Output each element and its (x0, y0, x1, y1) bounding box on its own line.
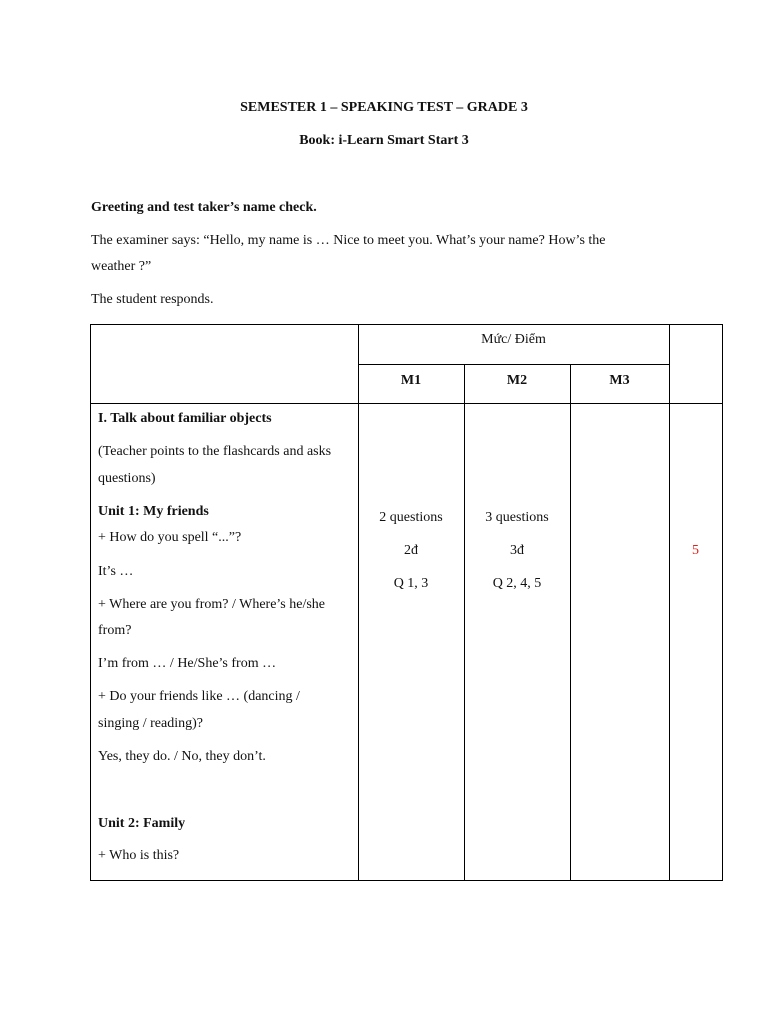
column-header-m1: M1 (400, 373, 422, 388)
m1-questions: 2 questions (379, 510, 443, 525)
column-header-m2: M2 (506, 373, 528, 388)
unit2-item: + Who is this? (98, 848, 180, 863)
m1-items: Q 1, 3 (393, 576, 429, 591)
column-header-m3: M3 (609, 373, 630, 388)
m2-items: Q 2, 4, 5 (492, 576, 542, 591)
unit1-item: + Do your friends like … (dancing / (98, 689, 300, 704)
unit1-title: Unit 1: My friends (98, 504, 209, 519)
unit1-item: I’m from … / He/She’s from … (98, 656, 277, 671)
unit1-item: from? (98, 623, 132, 638)
unit1-item: Yes, they do. / No, they don’t. (98, 749, 266, 764)
table-divider-col4 (669, 324, 670, 881)
page-title: SEMESTER 1 – SPEAKING TEST – GRADE 3 (240, 100, 528, 115)
table-border-bottom (90, 880, 723, 881)
m2-points: 3đ (510, 543, 524, 558)
student-responds: The student responds. (91, 292, 214, 307)
instruction-line-2: questions) (98, 471, 156, 486)
header-group-label: Mức/ Điểm (481, 332, 546, 347)
m1-points: 2đ (404, 543, 418, 558)
examiner-line-1: The examiner says: “Hello, my name is … Nice to meet you. What’s your name? How’s the (91, 233, 606, 248)
unit1-item: + How do you spell “...”? (98, 530, 242, 545)
unit1-item: It’s … (98, 564, 134, 579)
table-border-right (722, 324, 723, 881)
m2-questions: 3 questions (485, 510, 549, 525)
table-border-left (90, 324, 91, 881)
table-divider-body (90, 403, 723, 404)
greeting-heading: Greeting and test taker’s name check. (91, 200, 317, 215)
table-divider-col2 (464, 364, 465, 881)
total-score: 5 (692, 543, 699, 558)
unit1-item: singing / reading)? (98, 716, 203, 731)
table-border-top (90, 324, 723, 325)
examiner-line-2: weather ?” (91, 259, 152, 274)
unit2-title: Unit 2: Family (98, 816, 186, 831)
table-divider-col1 (358, 324, 359, 881)
table-divider-col3 (570, 364, 571, 881)
unit1-item: + Where are you from? / Where’s he/she (98, 597, 326, 612)
section-title: I. Talk about familiar objects (98, 411, 272, 426)
book-title: Book: i-Learn Smart Start 3 (299, 133, 469, 148)
instruction-line-1: (Teacher points to the flashcards and asks (98, 444, 332, 459)
table-divider-header (358, 364, 669, 365)
